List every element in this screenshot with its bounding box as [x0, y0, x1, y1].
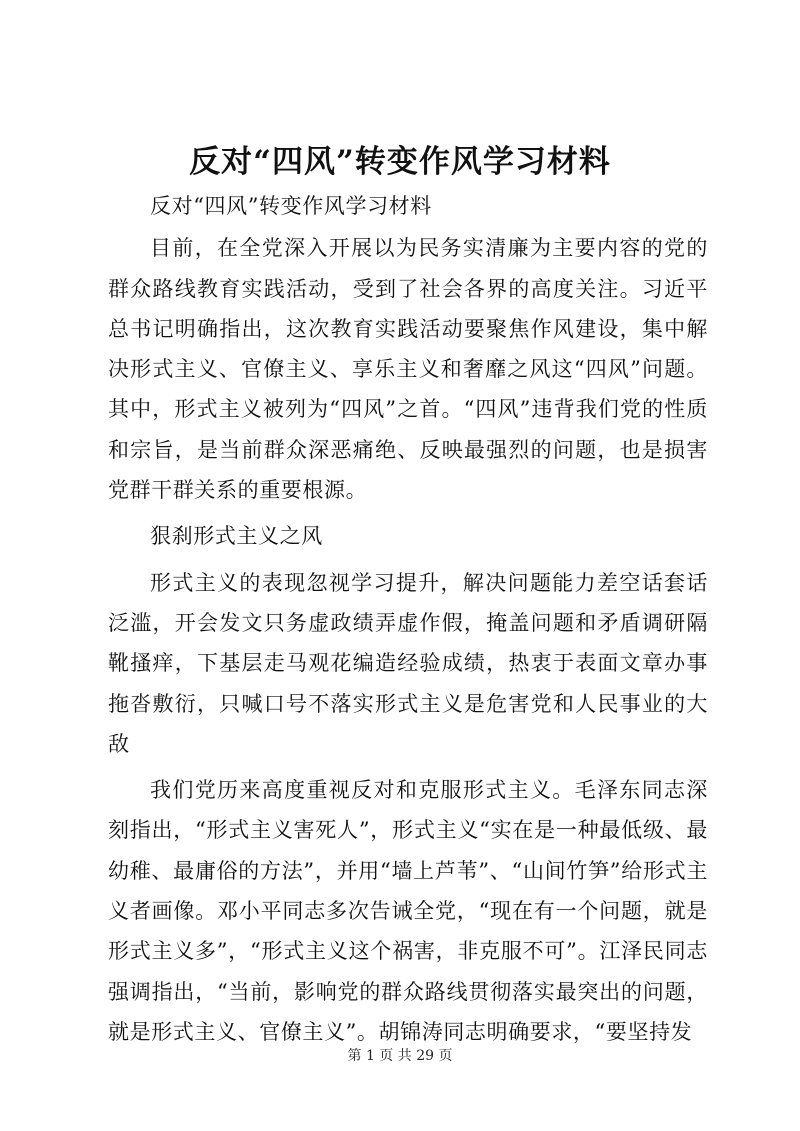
paragraph-party-history: 我们党历来高度重视反对和克服形式主义。毛泽东同志深刻指出，“形式主义害死人”，形式主义“实在是一种最低级、最幼稚、最庸俗的方法”，并用“墙上芦苇”、“山间竹笋”给形式主义者画像。邓小平同志多次告诫全党，“现在有一个问题，就是形式主义多”，“形式主义这个祸害，非克服不可”。江泽民同志强调指出，“当前，影响党的群众路线贯彻落实最突出的问题，就是形式主义、官僚主义”。胡锦涛同志明确要求，“要坚持发 [108, 778, 708, 1044]
paragraph-intro: 目前，在全党深入开展以为民务实清廉为主要内容的党的群众路线教育实践活动，受到了社会各界的高度关注。习近平总书记明确指出，这次教育实践活动要聚焦作风建设，集中解决形式主义、官僚主义、享乐主义和奢靡之风这“四风”问题。其中，形式主义被列为“四风”之首。“四风”违背我们党的性质和宗旨，是当前群众深恶痛绝、反映最强烈的问题，也是损害党群干群关系的重要根源。 [108, 236, 708, 503]
paragraph-formalism-manifestations: 形式主义的表现忽视学习提升，解决问题能力差空话套话泛滥，开会发文只务虚政绩弄虚作假，掩盖问题和矛盾调研隔靴搔痒，下基层走马观花编造经验成绩，热衷于表面文章办事拖沓敷衍，只喊口号不落实形式主义是危害党和人民事业的大敌 [108, 570, 708, 756]
paragraph-subtitle: 反对“四风”转变作风学习材料 [150, 194, 432, 218]
paragraph-section-heading: 狠刹形式主义之风 [150, 524, 323, 549]
document-body [108, 186, 708, 1058]
page-number-footer: 第 1 页 共 29 页 [347, 1048, 453, 1064]
document-title: 反对“四风”转变作风学习材料 [189, 144, 611, 180]
